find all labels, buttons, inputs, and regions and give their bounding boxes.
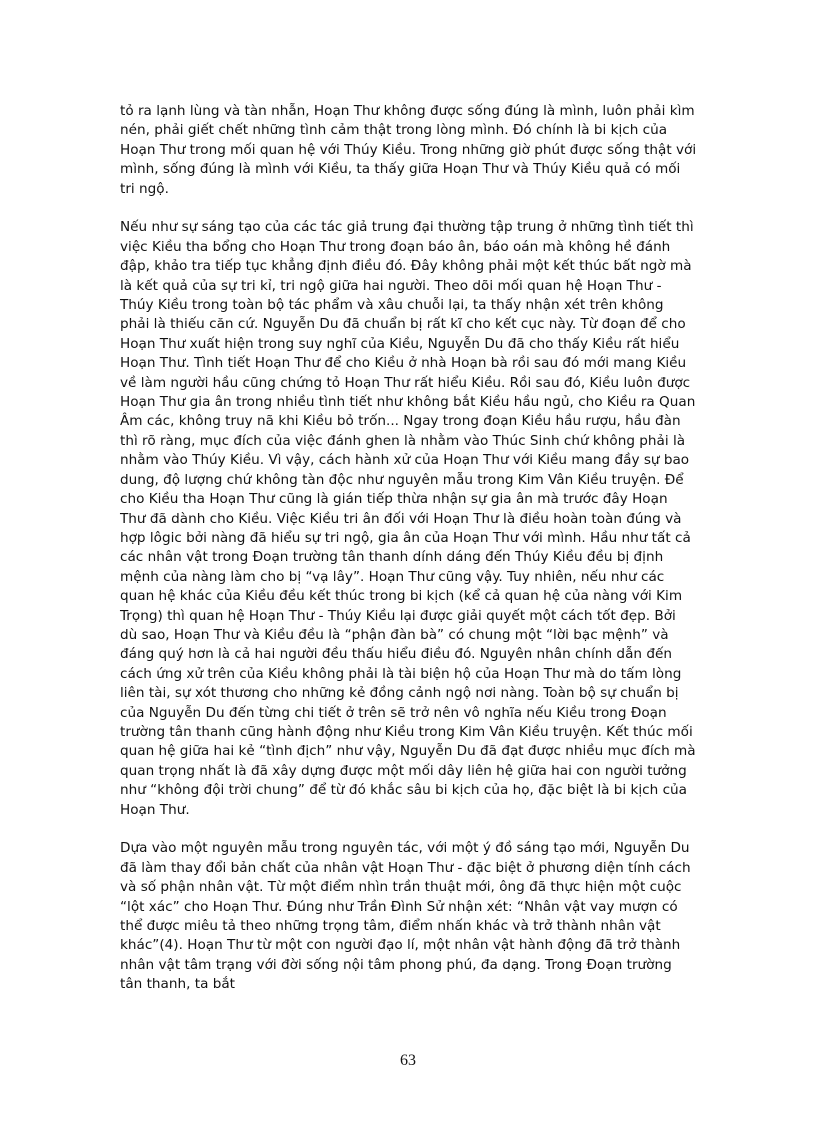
paragraph: Dựa vào một nguyên mẫu trong nguyên tác, với một ý đồ sáng tạo mới, Nguyễn Du đã làm thay đổi bản chất của nhân vật Hoạn Thư - đặc biệt ở phương diện tính cách và số phận nhân vật. Từ một điểm nhìn trần thuật mới, ông đã thực hiện một cuộc “lột xác” cho Hoạn Thư. Đúng như Trần Đình Sử nhận xét: “Nhân vật vay mượn có thể được miêu tả theo những trọng tâm, điểm nhấn khác và trở thành nhân vật khác”(4). Hoạn Thư từ một con người đạo lí, một nhân vật hành động đã trở thành nhân vật tâm trạng với đời sống nội tâm phong phú, đa dạng. Trong Đoạn trường tân thanh, ta bắt [120,840,691,993]
paragraph: tỏ ra lạnh lùng và tàn nhẫn, Hoạn Thư không được sống đúng là mình, luôn phải kìm nén, phải giết chết những tình cảm thật trong lòng mình. Đó chính là bi kịch của Hoạn Thư trong mối quan hệ với Thúy Kiều. Trong những giờ phút được sống thật với mình, sống đúng là mình với Kiều, ta thấy giữa Hoạn Thư và Thúy Kiều quả có mối tri ngộ. [120,103,697,197]
paragraph: Nếu như sự sáng tạo của các tác giả trung đại thường tập trung ở những tình tiết thì việc Kiều tha bổng cho Hoạn Thư trong đoạn báo ân, báo oán mà không hề đánh đập, khảo tra tiếp tục khẳng định điều đó. Đây không phải một kết thúc bất ngờ mà là kết quả của sự tri kỉ, tri ngộ giữa hai người. Theo dõi mối quan hệ Hoạn Thư - Thúy Kiều trong toàn bộ tác phẩm và xâu chuỗi lại, ta thấy nhận xét trên không phải là thiếu căn cứ. Nguyễn Du đã chuẩn bị rất kĩ cho kết cục này. Từ đoạn để cho Hoạn Thư xuất hiện trong suy nghĩ của Kiều, Nguyễn Du đã cho thấy Kiều rất hiểu Hoạn Thư. Tình tiết Hoạn Thư để cho Kiều ở nhà Hoạn bà rồi sau đó mới mang Kiều về làm người hầu cũng chứng tỏ Hoạn Thư rất hiểu Kiều. Rồi sau đó, Kiều luôn được Hoạn Thư gia ân trong nhiều tình tiết như không bắt Kiều hầu ngủ, cho Kiều ra Quan Âm các, không truy nã khi Kiều bỏ trốn... Ngay trong đoạn Kiều hầu rượu, hầu đàn thì rõ ràng, mục đích của việc đánh ghen là nhằm vào Thúc Sinh chứ không phải là nhằm vào Thúy Kiều. Vì vậy, cách hành xử của Hoạn Thư với Kiều mang đầy sự bao dung, độ lượng chứ không tàn độc như nguyên mẫu trong Kim Vân Kiều truyện. Để cho Kiều tha Hoạn Thư cũng là gián tiếp thừa nhận sự gia ân mà trước đây Hoạn Thư đã dành cho Kiều. Việc Kiều tri ân đối với Hoạn Thư là điều hoàn toàn đúng và hợp lôgic bởi nàng đã hiểu sự tri ngộ, gia ân của Hoạn Thư với mình. Hầu như tất cả các nhân vật trong Đoạn trường tân thanh dính dáng đến Thúy Kiều đều bị định mệnh của nàng làm cho bị “vạ lây”. Hoạn Thư cũng vậy. Tuy nhiên, nếu như các quan hệ khác của Kiều đều kết thúc trong bi kịch (kể cả quan hệ của nàng với Kim Trọng) thì quan hệ Hoạn Thư - Thúy Kiều lại được giải quyết một cách tốt đẹp. Bởi dù sao, Hoạn Thư và Kiều đều là “phận đàn bà” có chung một “lời bạc mệnh” và đáng quý hơn là cả hai người đều thấu hiểu điều đó. Nguyên nhân chính dẫn đến cách ứng xử trên của Kiều không phải là tài biện hộ của Hoạn Thư mà do tấm lòng liên tài, sự xót thương cho những kẻ đồng cảnh ngộ nơi nàng. Toàn bộ sự chuẩn bị của Nguyễn Du đến từng chi tiết ở trên sẽ trở nên vô nghĩa nếu Kiều trong Đoạn trường tân thanh cũng hành động như Kiều trong Kim Vân Kiều truyện. Kết thúc mối quan hệ giữa hai kẻ “tình địch” như vậy, Nguyễn Du đã đạt được nhiều mục đích mà quan trọng nhất là đã xây dựng được một mối dây liên hệ giữa hai con người tưởng như “không đội trời chung” để từ đó khắc sâu bi kịch của họ, đặc biệt là bi kịch của Hoạn Thư. [120,219,696,818]
page-number: 63 [400,1052,416,1069]
page-body [120,102,697,1014]
